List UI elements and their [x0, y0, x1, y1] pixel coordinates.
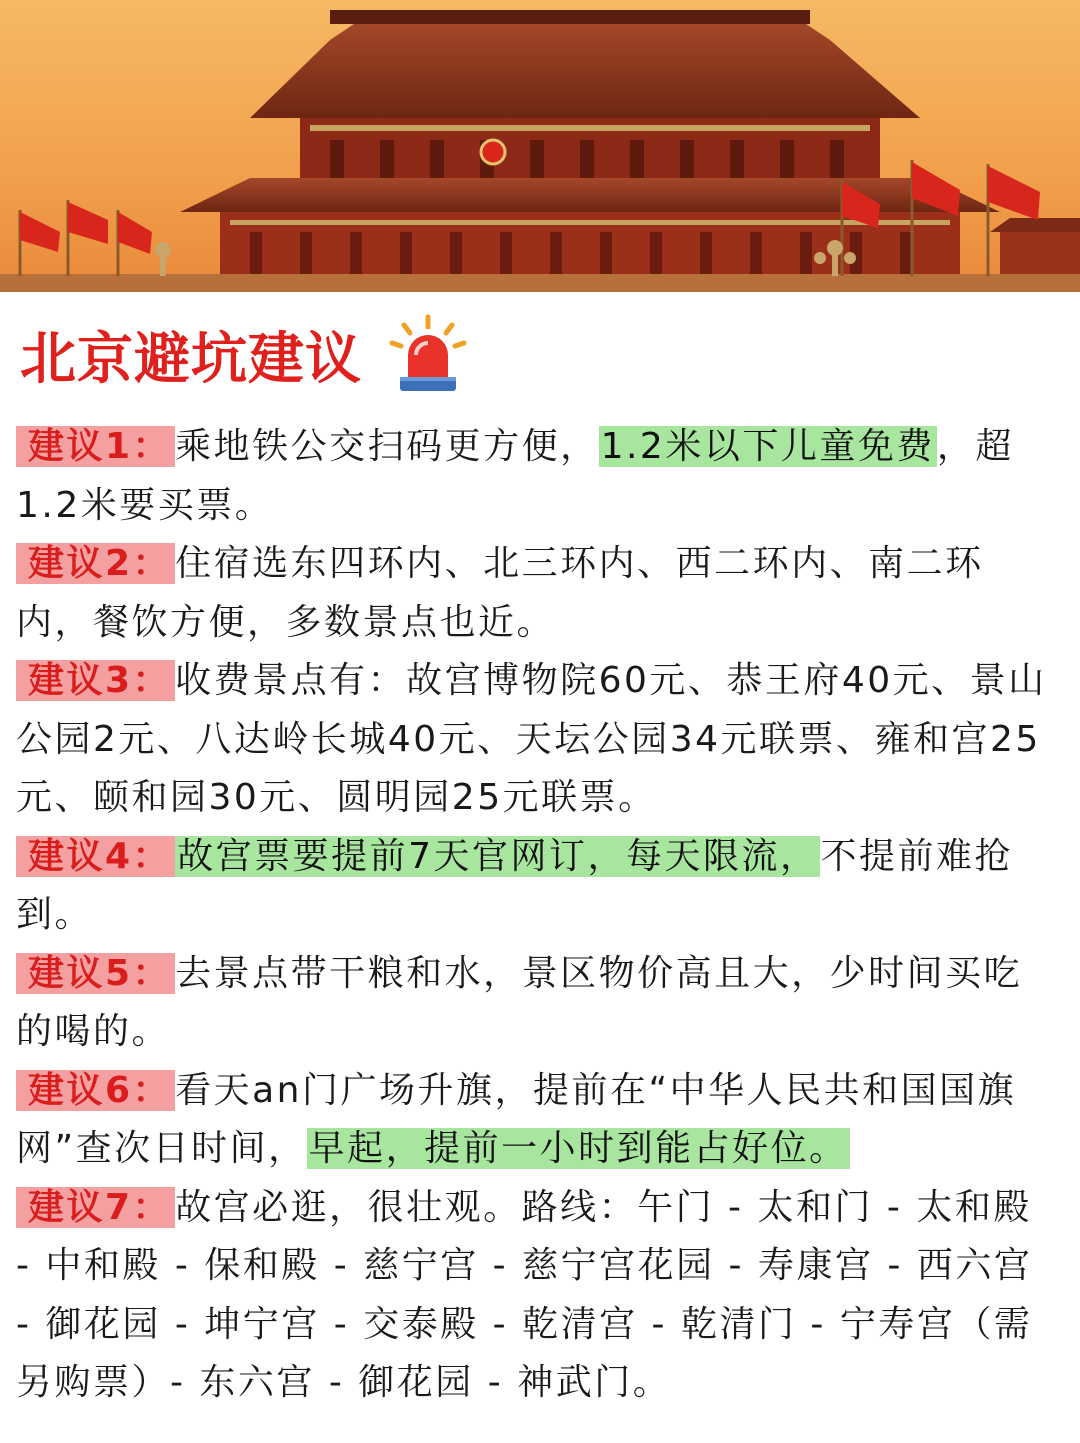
tiananmen-illustration — [0, 0, 1080, 292]
tip-label: 建议6： — [16, 1070, 175, 1111]
tip-text: 看天an门广场升旗，提前在“中华人民共和国国旗网”查次日时间， — [16, 1069, 1017, 1169]
tip-text: 住宿选东四环内、北三环内、西二环内、南二环内，餐饮方便，多数景点也近。 — [16, 543, 984, 643]
tip-highlight-text: 1.2米以下儿童免费 — [600, 426, 935, 467]
siren-icon — [386, 313, 470, 397]
tip-label: 建议7： — [16, 1187, 175, 1228]
tip-label: 建议1： — [16, 426, 175, 467]
title-row — [20, 292, 1052, 418]
tip-label: 建议5： — [16, 953, 175, 994]
tips-list — [16, 418, 1052, 1413]
article-body — [0, 292, 1080, 1413]
tip-highlight-text: 早起，提前一小时到能占好位。 — [308, 1128, 848, 1169]
tip-item — [16, 828, 1052, 945]
page-title: 北京避坑建议 — [20, 327, 362, 392]
tip-text: 故宫必逛，很壮观。路线：午门 - 太和门 - 太和殿 - 中和殿 - 保和殿 - 慈宁宫 - 慈宁宫花园 - 寿康宫 - 西六宫 - 御花园 - 坤宁宫 - 交泰殿 - 乾清宫 - 乾清门 - 宁寿宫（需另购票）- 东六宫 - 御花园 - 神武门。 — [16, 1186, 1033, 1403]
tip-text: 去景点带干粮和水，景区物价高且大，少时间买吃的喝的。 — [16, 952, 1023, 1052]
tip-item — [16, 1179, 1052, 1413]
tip-label: 建议3： — [16, 660, 175, 701]
tip-item — [16, 418, 1052, 535]
tip-item — [16, 652, 1052, 828]
tip-item — [16, 945, 1052, 1062]
tip-item — [16, 1062, 1052, 1179]
tip-text: ，超1.2米要买票。 — [16, 426, 1014, 526]
tip-item — [16, 535, 1052, 652]
tip-label: 建议2： — [16, 543, 175, 584]
tip-text: 收费景点有：故宫博物院60元、恭王府40元、景山公园2元、八达岭长城40元、天坛公园34元联票、雍和宫25元、颐和园30元、圆明园25元联票。 — [16, 660, 1047, 818]
header-image — [0, 0, 1080, 292]
tip-highlight-text: 故宫票要提前7天官网订，每天限流， — [177, 835, 819, 877]
tip-label: 建议4： — [16, 836, 175, 877]
tip-text: 乘地铁公交扫码更方便， — [175, 426, 599, 467]
tip-text: 不提前难抢到。 — [16, 835, 1013, 935]
